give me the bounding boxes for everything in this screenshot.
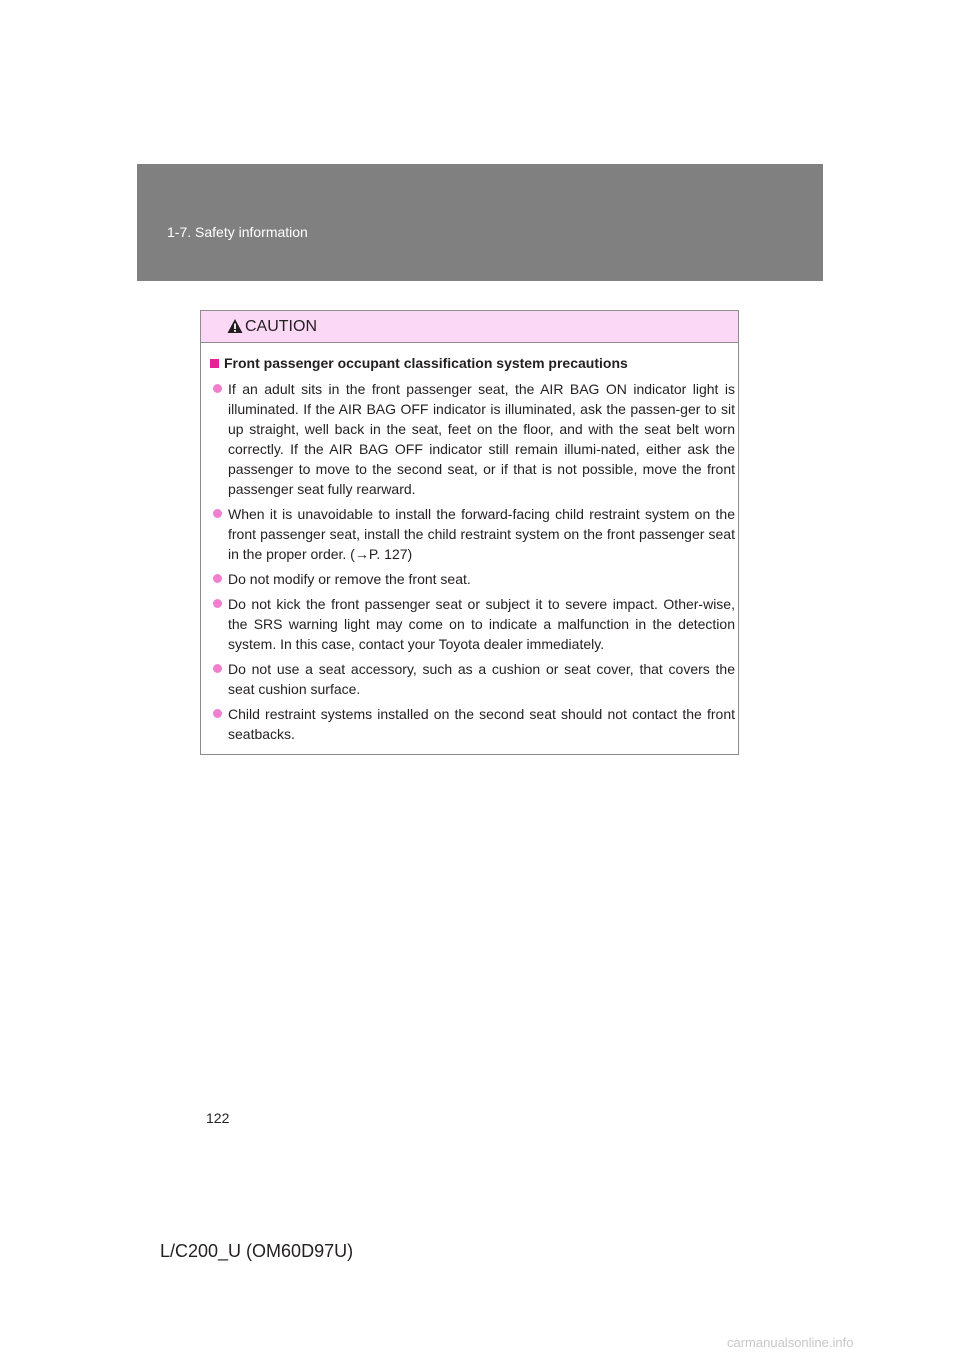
section-title-text: 1-7. Safety information xyxy=(167,224,308,240)
section-header xyxy=(137,164,823,281)
list-item-text: Do not kick the front passenger seat or subject it to severe impact. Other-wise, the SRS warning light may come on to indicate a malfunction in the detection system. In this case, contact your Toyota dealer immediately. xyxy=(228,596,735,652)
list-item xyxy=(210,569,735,589)
list-item-text: When it is unavoidable to install the forward-facing child restraint system on the front passenger seat, install the child restraint system on the front passenger seat in the proper order. (→P. 127) xyxy=(228,506,735,562)
circle-bullet-icon xyxy=(213,599,222,608)
circle-bullet-icon xyxy=(213,709,222,718)
list-item xyxy=(210,379,735,499)
caution-list xyxy=(210,379,735,749)
list-item-text: Do not use a seat accessory, such as a cushion or seat cover, that covers the seat cushion surface. xyxy=(228,661,735,697)
circle-bullet-icon xyxy=(213,664,222,673)
circle-bullet-icon xyxy=(213,509,222,518)
warning-triangle-icon xyxy=(227,318,243,334)
circle-bullet-icon xyxy=(213,384,222,393)
list-item-text: Child restraint systems installed on the second seat should not contact the front seatbacks. xyxy=(228,706,735,742)
circle-bullet-icon xyxy=(213,574,222,583)
page-number: 122 xyxy=(206,1110,230,1126)
watermark-text: carmanualsonline.info xyxy=(727,1335,854,1350)
caution-section-heading xyxy=(210,355,628,371)
caution-section-heading-text: Front passenger occupant classification system precautions xyxy=(224,355,628,371)
document-code: L/C200_U (OM60D97U) xyxy=(160,1241,354,1261)
list-item xyxy=(210,504,735,564)
caution-header xyxy=(201,311,738,343)
list-item xyxy=(210,704,735,744)
list-item-text: If an adult sits in the front passenger seat, the AIR BAG ON indicator light is illuminated. If the AIR BAG OFF indicator is illuminated, ask the passen-ger to sit up straight, well back in the seat, feet on the floor, and with the seat belt worn correctly. If the AIR BAG OFF indicator still remain illumi-nated, either ask the passenger to move to the second seat, or if that is not possible, move the front passenger seat fully rearward. xyxy=(228,381,735,497)
list-item-text: Do not modify or remove the front seat. xyxy=(228,571,471,587)
caution-title: CAUTION xyxy=(245,318,317,335)
list-item xyxy=(210,659,735,699)
list-item xyxy=(210,594,735,654)
square-bullet-icon xyxy=(210,359,219,368)
caution-box xyxy=(200,310,739,755)
